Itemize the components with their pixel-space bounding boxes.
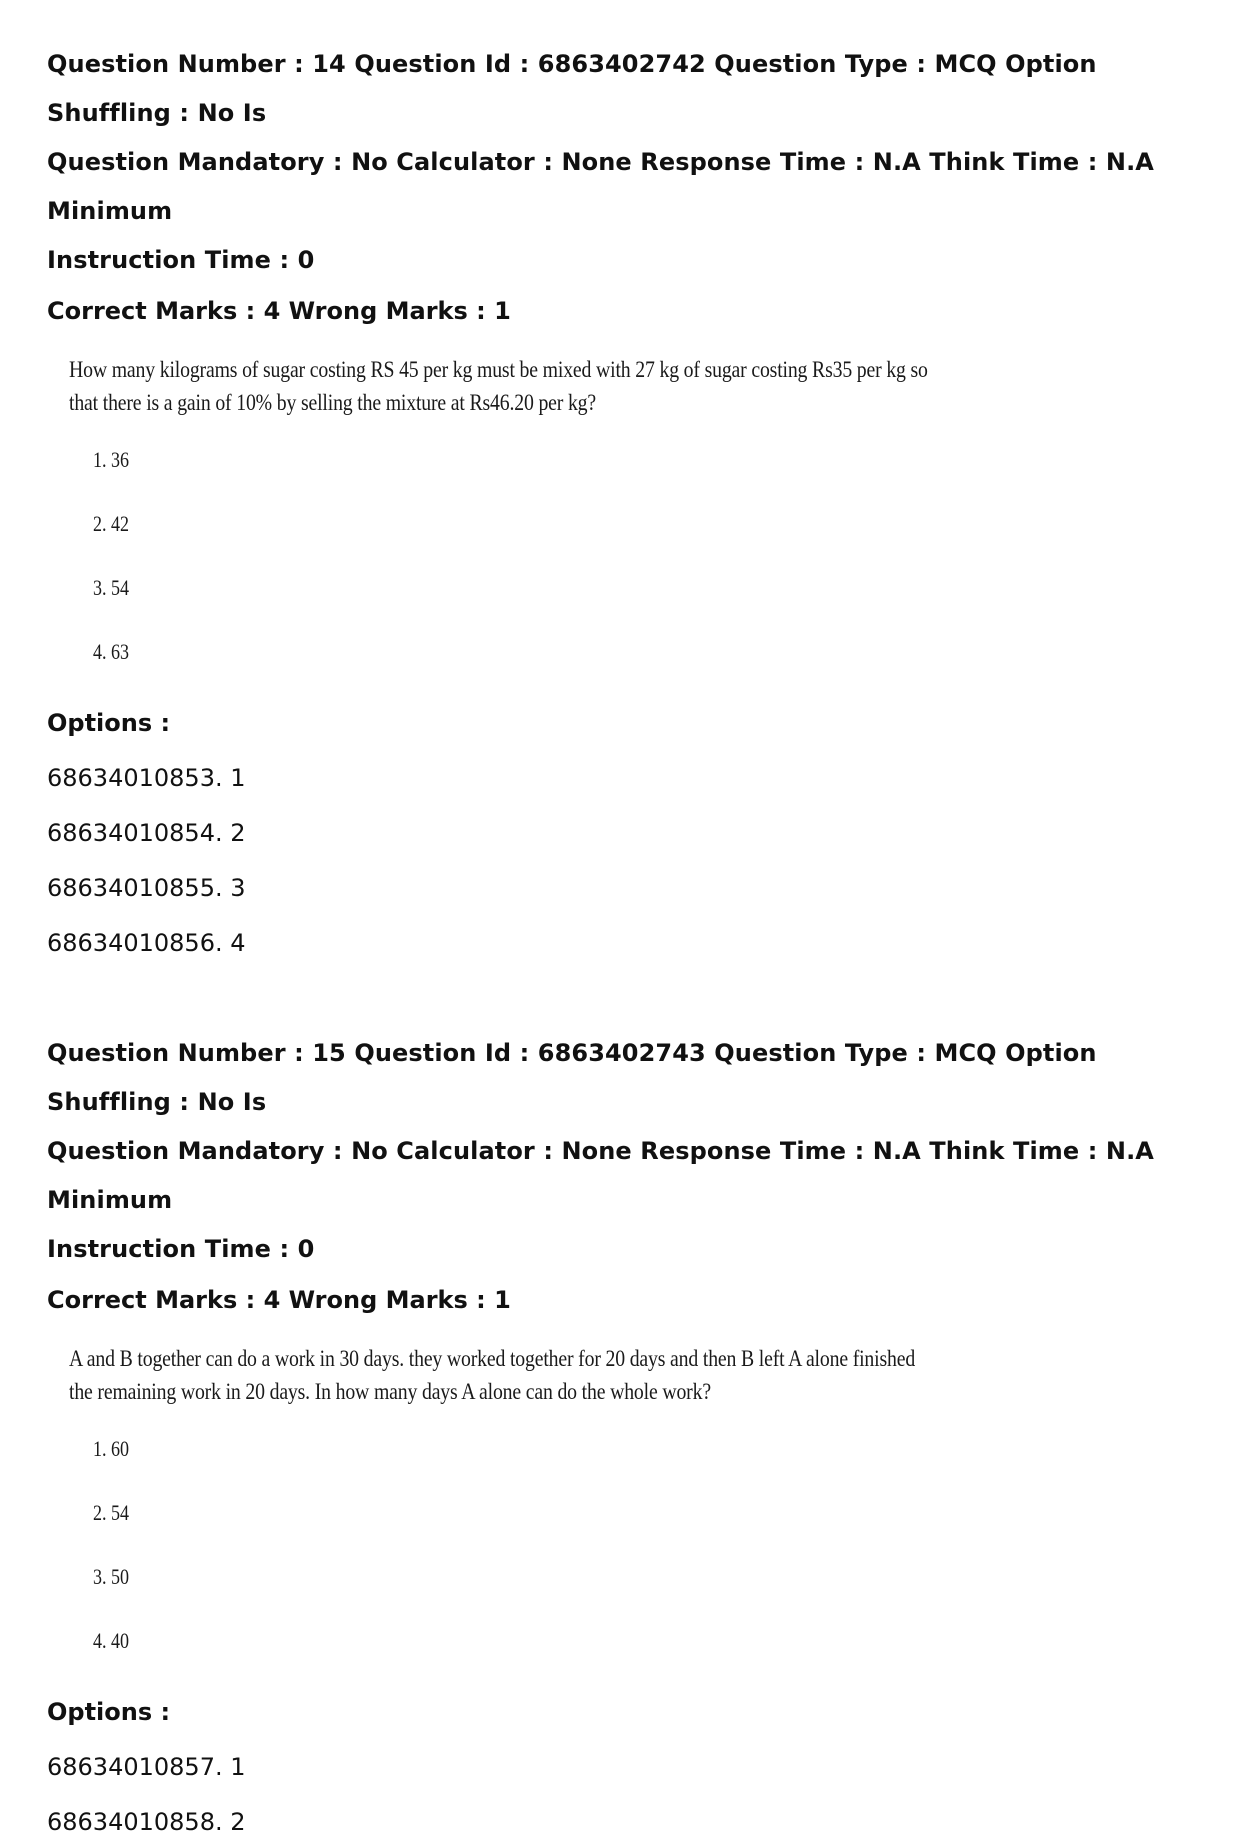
question-text-line: the remaining work in 20 days. In how many days A alone can do the whole work?	[69, 1379, 711, 1404]
question-meta	[47, 1029, 1207, 1274]
option-id: 68634010858	[47, 1808, 215, 1836]
question-image	[69, 353, 969, 703]
question-choice: 3. 50	[93, 1564, 130, 1589]
option-row	[47, 1751, 1207, 1783]
question-meta-line: Question Number : 15 Question Id : 6863402743 Question Type : MCQ Option Shuffling : No Is	[47, 1039, 1097, 1116]
option-id: 68634010853	[47, 764, 215, 792]
question-choice: 4. 63	[93, 639, 130, 664]
option-row	[47, 762, 1207, 794]
option-id: 68634010855	[47, 874, 215, 902]
options-title: Options :	[47, 1698, 171, 1726]
question-meta	[47, 40, 1207, 285]
question-choices	[93, 447, 969, 703]
question-choice: 3. 54	[93, 575, 130, 600]
option-id: 68634010856	[47, 929, 215, 957]
option-label: . 3	[215, 874, 246, 902]
option-row	[47, 927, 1207, 959]
question-choice: 1. 36	[93, 447, 130, 472]
option-row	[47, 817, 1207, 849]
option-id: 68634010857	[47, 1753, 215, 1781]
question-image	[69, 1342, 969, 1692]
question-meta-line: Question Mandatory : No Calculator : None Response Time : N.A Think Time : N.A Minimum	[47, 1137, 1154, 1214]
question-choice: 2. 54	[93, 1500, 130, 1525]
question-separator	[47, 959, 1207, 1029]
marks-line: Correct Marks : 4 Wrong Marks : 1	[47, 1286, 511, 1314]
question-choices	[93, 1436, 969, 1692]
question-meta-line: Instruction Time : 0	[47, 246, 315, 274]
question-text	[69, 353, 963, 419]
question-text-line: that there is a gain of 10% by selling the mixture at Rs46.20 per kg?	[69, 390, 597, 415]
option-label: . 4	[215, 929, 246, 957]
option-label: . 2	[215, 1808, 246, 1836]
question-choice: 1. 60	[93, 1436, 130, 1461]
question-text-line: A and B together can do a work in 30 days. they worked together for 20 days and then B left A alone finished	[69, 1346, 916, 1371]
option-label: . 2	[215, 819, 246, 847]
option-row	[47, 1806, 1207, 1838]
question-text-line: How many kilograms of sugar costing RS 45 per kg must be mixed with 27 kg of sugar costing Rs35 per kg so	[69, 357, 928, 382]
question-text	[69, 1342, 963, 1408]
document-page	[47, 40, 1207, 1838]
question-meta-line: Question Number : 14 Question Id : 6863402742 Question Type : MCQ Option Shuffling : No Is	[47, 50, 1097, 127]
question-meta-line: Instruction Time : 0	[47, 1235, 315, 1263]
marks-line: Correct Marks : 4 Wrong Marks : 1	[47, 297, 511, 325]
option-id: 68634010854	[47, 819, 215, 847]
question-block-14	[47, 40, 1207, 959]
options-title: Options :	[47, 709, 171, 737]
question-meta-line: Question Mandatory : No Calculator : None Response Time : N.A Think Time : N.A Minimum	[47, 148, 1154, 225]
option-label: . 1	[215, 1753, 246, 1781]
question-block-15	[47, 1029, 1207, 1838]
option-row	[47, 872, 1207, 904]
question-choice: 4. 40	[93, 1628, 130, 1653]
question-choice: 2. 42	[93, 511, 130, 536]
option-label: . 1	[215, 764, 246, 792]
